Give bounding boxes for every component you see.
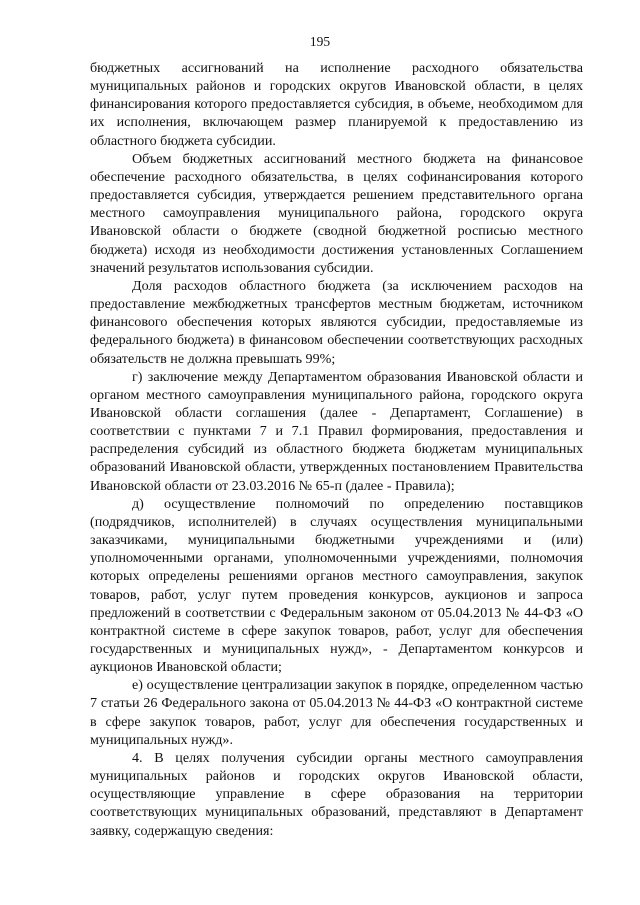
paragraph-item-g-agreement: г) заключение между Департаментом образования Ивановской области и органом местного самоуправления муниципального района, городского округа Ивановской области соглашения (далее - Департамент, Соглашение) в соответствии с пунктами 7 и 7.1 Правил формирования, предоставления и распределения субсидий из областного бюджета бюджетам муниципальных образований Ивановской области, утвержденных постановлением Правительства Ивановской области от 23.03.2016 № 65-п (далее - Правила); [90, 368, 583, 494]
document-body [90, 59, 583, 840]
paragraph-section-4-application: 4. В целях получения субсидии органы местного самоуправления муниципальных районов и городских округов Ивановской области, осуществляющие управление в сфере образования на территории соответствующих муниципальных образований, представляют в Департамент заявку, содержащую сведения: [90, 749, 583, 839]
paragraph-regional-budget-share: Доля расходов областного бюджета (за исключением расходов на предоставление межбюджетных трансфертов местным бюджетам, источником финансового обеспечения которых являются субсидии, предоставляемые из федерального бюджета) в финансовом обеспечении соответствующих расходных обязательств не должна превышать 99%; [90, 277, 583, 367]
page-number: 195 [309, 34, 331, 49]
paragraph-budget-allocations: бюджетных ассигнований на исполнение расходного обязательства муниципальных районов и городских округов Ивановской области, в целях финансирования которого предоставляется субсидия, в объеме, необходимом для их исполнения, включающем размер планируемой к предоставлению из областного бюджета субсидии. [90, 60, 583, 149]
paragraph-item-d-procurement-powers: д) осуществление полномочий по определению поставщиков (подрядчиков, исполнителей) в случаях осуществления муниципальными заказчиками, муниципальными бюджетными учреждениями и (или) уполномоченными органами, уполномоченными учреждениями, полномочия которых определены решениями органов местного самоуправления, закупок товаров, работ, услуг путем проведения конкурсов, аукционов и запроса предложений в соответствии с Федеральным законом от 05.04.2013 № 44-ФЗ «О контрактной системе в сфере закупок товаров, работ, услуг для обеспечения государственных и муниципальных нужд», - Департаментом конкурсов и аукционов Ивановской области; [90, 495, 583, 676]
paragraph-local-budget-volume: Объем бюджетных ассигнований местного бюджета на финансовое обеспечение расходного обязательства, в целях софинансирования которого предоставляется субсидия, утверждается решением представительного органа местного самоуправления муниципального района, городского округа Ивановской области о бюджете (сводной бюджетной росписью местного бюджета) исходя из необходимости достижения установленных Соглашением значений результатов использования субсидии. [90, 150, 583, 276]
paragraph-item-e-centralization: е) осуществление централизации закупок в порядке, определенном частью 7 статьи 26 Федерального закона от 05.04.2013 № 44-ФЗ «О контрактной системе в сфере закупок товаров, работ, услуг для обеспечения государственных и муниципальных нужд». [90, 677, 583, 748]
